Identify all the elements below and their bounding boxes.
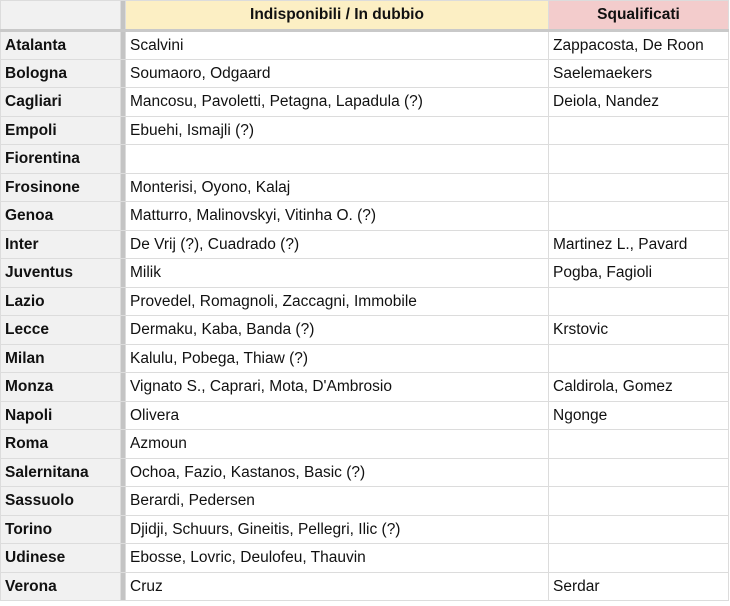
suspended-cell[interactable] (549, 202, 729, 231)
table-row (1, 515, 729, 544)
unavailable-cell[interactable]: Milik (126, 259, 549, 288)
table-row (1, 487, 729, 516)
suspended-cell[interactable] (549, 145, 729, 174)
table-row (1, 373, 729, 402)
unavailable-cell[interactable]: Berardi, Pedersen (126, 487, 549, 516)
team-name-cell[interactable]: Torino (1, 515, 121, 544)
suspended-cell[interactable]: Serdar (549, 572, 729, 601)
suspended-header[interactable]: Squalificati (549, 1, 729, 31)
team-name-cell[interactable]: Milan (1, 344, 121, 373)
unavailable-cell[interactable] (126, 145, 549, 174)
suspended-cell[interactable] (549, 116, 729, 145)
suspended-cell[interactable]: Caldirola, Gomez (549, 373, 729, 402)
suspended-cell[interactable]: Zappacosta, De Roon (549, 31, 729, 60)
table-body (1, 31, 729, 601)
suspended-cell[interactable] (549, 487, 729, 516)
table-row (1, 544, 729, 573)
unavailable-cell[interactable]: Soumaoro, Odgaard (126, 59, 549, 88)
table-row (1, 31, 729, 60)
team-name-cell[interactable]: Juventus (1, 259, 121, 288)
corner-cell[interactable] (1, 1, 121, 31)
unavailable-cell[interactable]: Mancosu, Pavoletti, Petagna, Lapadula (?) (126, 88, 549, 117)
suspended-cell[interactable] (549, 173, 729, 202)
team-name-cell[interactable]: Frosinone (1, 173, 121, 202)
team-name-cell[interactable]: Lecce (1, 316, 121, 345)
team-name-cell[interactable]: Napoli (1, 401, 121, 430)
team-name-cell[interactable]: Monza (1, 373, 121, 402)
table-row (1, 173, 729, 202)
team-name-cell[interactable]: Udinese (1, 544, 121, 573)
unavailable-header[interactable]: Indisponibili / In dubbio (126, 1, 549, 31)
unavailable-cell[interactable]: Ochoa, Fazio, Kastanos, Basic (?) (126, 458, 549, 487)
unavailable-cell[interactable]: Provedel, Romagnoli, Zaccagni, Immobile (126, 287, 549, 316)
table-row (1, 116, 729, 145)
team-name-cell[interactable]: Cagliari (1, 88, 121, 117)
team-name-cell[interactable]: Atalanta (1, 31, 121, 60)
unavailable-cell[interactable]: Cruz (126, 572, 549, 601)
table-row (1, 259, 729, 288)
unavailable-cell[interactable]: Ebuehi, Ismajli (?) (126, 116, 549, 145)
suspended-cell[interactable] (549, 430, 729, 459)
team-name-cell[interactable]: Verona (1, 572, 121, 601)
team-name-cell[interactable]: Inter (1, 230, 121, 259)
suspended-cell[interactable]: Martinez L., Pavard (549, 230, 729, 259)
team-name-cell[interactable]: Roma (1, 430, 121, 459)
header-row (1, 1, 729, 31)
table-row (1, 59, 729, 88)
unavailable-cell[interactable]: Dermaku, Kaba, Banda (?) (126, 316, 549, 345)
table-row (1, 344, 729, 373)
suspended-cell[interactable]: Deiola, Nandez (549, 88, 729, 117)
table-row (1, 230, 729, 259)
suspended-cell[interactable] (549, 458, 729, 487)
team-name-cell[interactable]: Empoli (1, 116, 121, 145)
suspended-cell[interactable] (549, 344, 729, 373)
unavailable-cell[interactable]: Djidji, Schuurs, Gineitis, Pellegri, Ilic (?) (126, 515, 549, 544)
table-row (1, 202, 729, 231)
suspended-cell[interactable]: Krstovic (549, 316, 729, 345)
unavailable-cell[interactable]: Vignato S., Caprari, Mota, D'Ambrosio (126, 373, 549, 402)
team-name-cell[interactable]: Bologna (1, 59, 121, 88)
team-name-cell[interactable]: Genoa (1, 202, 121, 231)
team-name-cell[interactable]: Sassuolo (1, 487, 121, 516)
suspended-cell[interactable] (549, 287, 729, 316)
table-row (1, 430, 729, 459)
table-row (1, 145, 729, 174)
unavailable-cell[interactable]: Ebosse, Lovric, Deulofeu, Thauvin (126, 544, 549, 573)
table-row (1, 572, 729, 601)
table-row (1, 401, 729, 430)
unavailable-cell[interactable]: Azmoun (126, 430, 549, 459)
unavailable-cell[interactable]: Matturro, Malinovskyi, Vitinha O. (?) (126, 202, 549, 231)
table-row (1, 88, 729, 117)
unavailable-cell[interactable]: De Vrij (?), Cuadrado (?) (126, 230, 549, 259)
unavailable-cell[interactable]: Monterisi, Oyono, Kalaj (126, 173, 549, 202)
unavailable-cell[interactable]: Kalulu, Pobega, Thiaw (?) (126, 344, 549, 373)
suspended-cell[interactable]: Ngonge (549, 401, 729, 430)
suspended-cell[interactable] (549, 544, 729, 573)
unavailable-cell[interactable]: Olivera (126, 401, 549, 430)
table-row (1, 316, 729, 345)
unavailable-cell[interactable]: Scalvini (126, 31, 549, 60)
table-row (1, 458, 729, 487)
team-name-cell[interactable]: Fiorentina (1, 145, 121, 174)
suspended-cell[interactable]: Pogba, Fagioli (549, 259, 729, 288)
team-name-cell[interactable]: Lazio (1, 287, 121, 316)
suspended-cell[interactable]: Saelemaekers (549, 59, 729, 88)
table-row (1, 287, 729, 316)
suspended-cell[interactable] (549, 515, 729, 544)
team-name-cell[interactable]: Salernitana (1, 458, 121, 487)
